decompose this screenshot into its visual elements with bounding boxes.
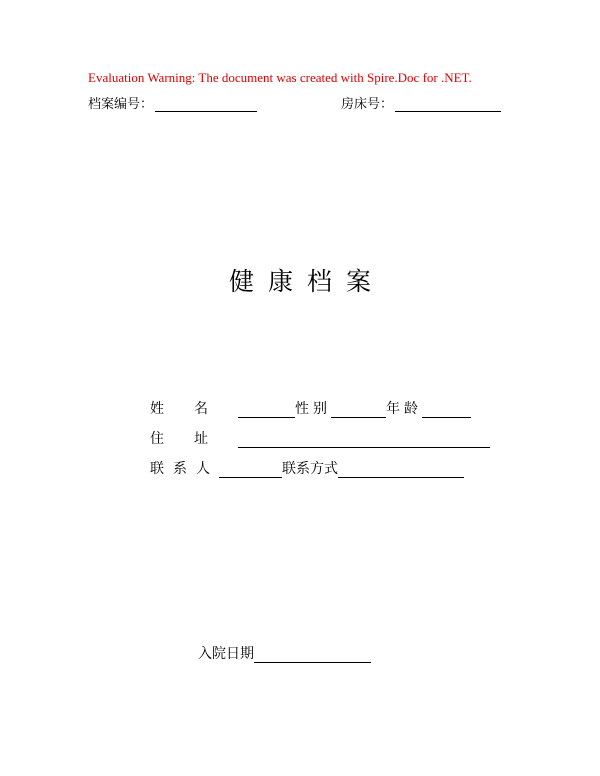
contact-person-blank[interactable]	[219, 462, 282, 478]
name-blank[interactable]	[238, 402, 295, 418]
name-label: 姓名	[150, 401, 238, 417]
contact-method-label: 联系方式	[282, 461, 338, 477]
archive-number-blank[interactable]	[155, 96, 257, 112]
age-blank[interactable]	[422, 402, 471, 418]
bed-number-field	[341, 93, 501, 112]
contact-method-blank[interactable]	[338, 462, 464, 478]
personal-info-row	[150, 398, 471, 418]
document-title: 健康档案	[228, 267, 385, 296]
archive-number-label: 档案编号：	[88, 97, 154, 112]
evaluation-warning: Evaluation Warning: The document was created with Spire.Doc for .NET.	[88, 70, 472, 85]
archive-number-field	[88, 93, 257, 112]
contact-person-label: 联系人	[150, 461, 219, 477]
gender-blank[interactable]	[331, 402, 386, 418]
admission-date-blank[interactable]	[254, 647, 371, 663]
address-blank[interactable]	[238, 432, 490, 448]
admission-date-field	[198, 643, 371, 663]
address-row	[150, 428, 490, 448]
admission-date-label: 入院日期	[198, 646, 254, 662]
age-label: 年龄	[386, 401, 422, 417]
bed-number-label: 房床号：	[341, 97, 394, 112]
contact-row	[150, 458, 464, 478]
gender-label: 性别	[295, 401, 331, 417]
bed-number-blank[interactable]	[395, 96, 501, 112]
address-label: 住址	[150, 431, 238, 447]
